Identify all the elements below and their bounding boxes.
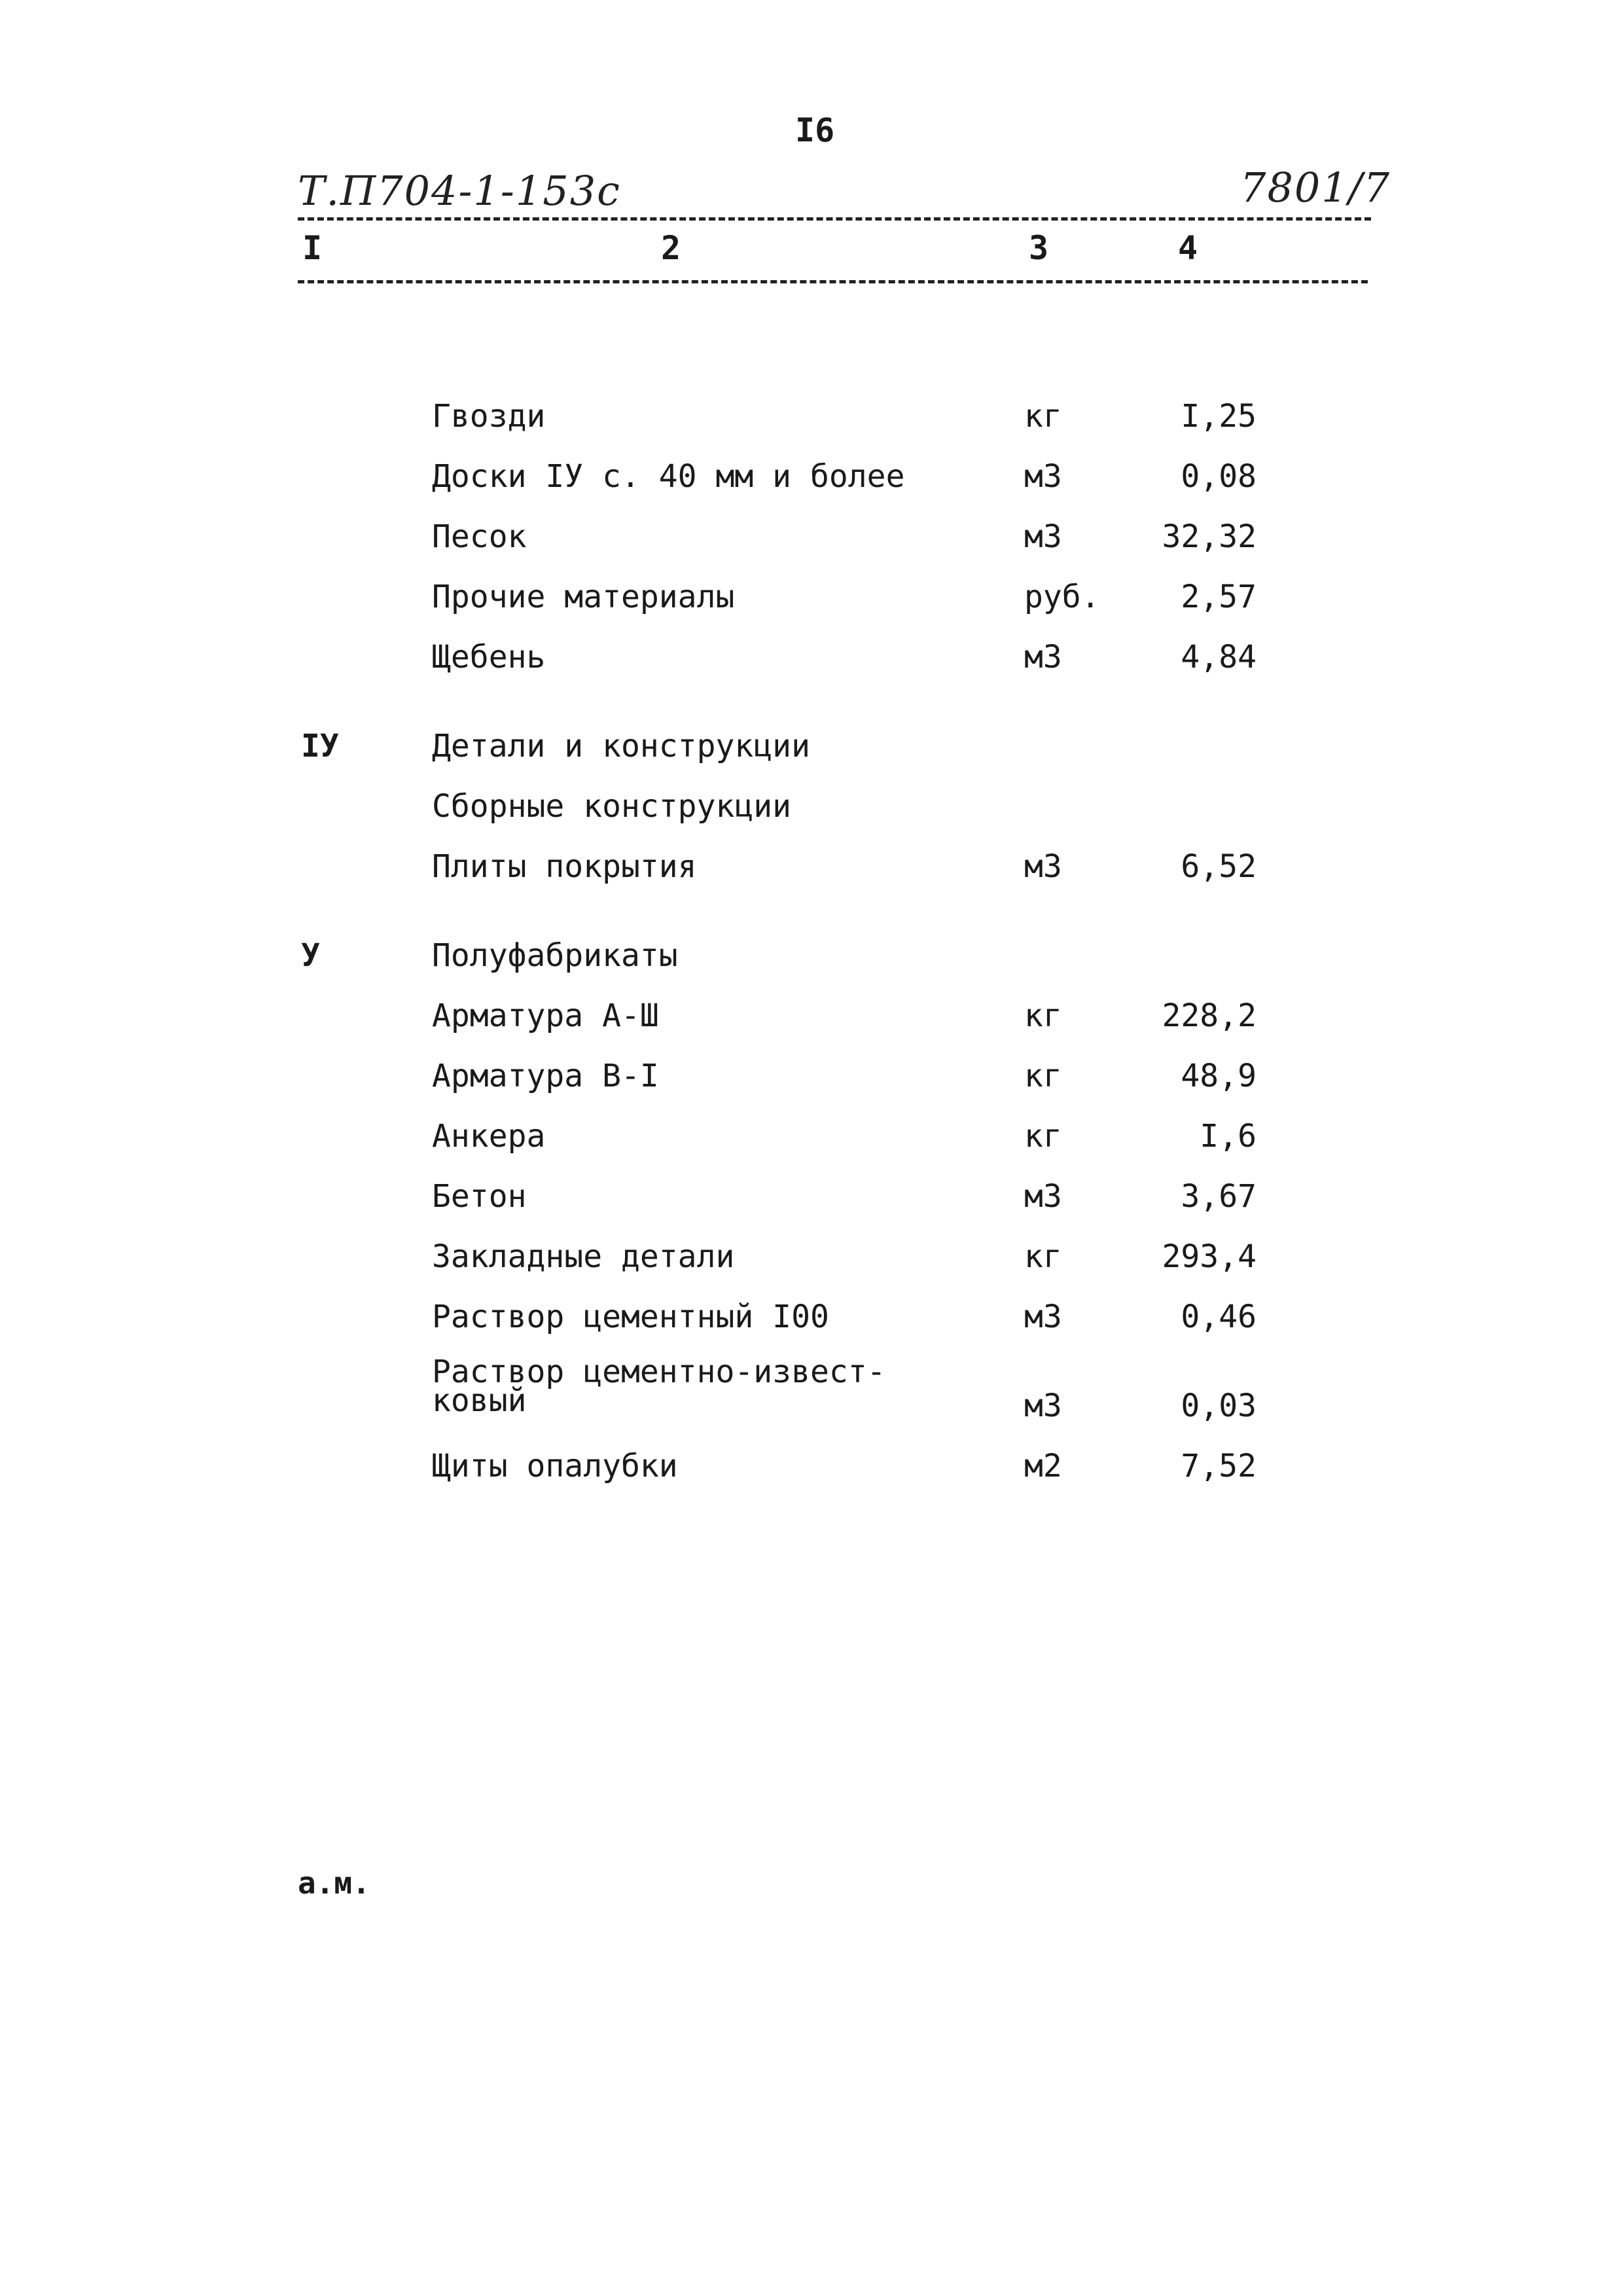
table-row [0,1178,1623,1230]
row-unit: м3 [1024,1178,1062,1215]
row-name: Щебень [432,639,546,675]
row-name: Плиты покрытия [432,848,697,885]
row-value: 228,2 [1162,997,1257,1034]
row-unit: м3 [1024,639,1062,675]
row-unit: м3 [1024,1388,1062,1424]
column-header-1: I [302,229,323,267]
row-name: Закладные детали [432,1238,735,1275]
row-value: 32,32 [1162,518,1257,555]
row-name: Раствор цементный I00 [432,1299,829,1335]
row-value: 3,67 [1181,1178,1257,1215]
table-row [0,728,1623,780]
table-row [0,997,1623,1050]
row-value: 0,46 [1181,1299,1257,1335]
table-row [0,788,1623,840]
row-name: Щиты опалубки [432,1448,678,1484]
row-value: 2,57 [1181,579,1257,615]
page-number: I6 [795,111,835,149]
row-name: Прочие материалы [432,579,735,615]
row-number: IУ [301,728,339,764]
row-value: I,6 [1200,1118,1257,1155]
table-row [0,1118,1623,1170]
table-row [0,937,1623,990]
table-row [0,518,1623,571]
row-value: 0,03 [1181,1388,1257,1424]
table-row [0,1448,1623,1500]
table-row [0,1354,1623,1443]
column-header-4: 4 [1178,229,1198,267]
row-unit: кг [1024,1058,1062,1094]
table-row [0,1238,1623,1291]
footer-initials: а.м. [298,1865,370,1901]
row-unit: кг [1024,398,1062,435]
header-dashed-line [298,217,1371,221]
header-bottom-dashed-line [298,280,1368,283]
row-name: Сборные конструкции [432,788,792,825]
row-name: Детали и конструкции [432,728,810,764]
table-row [0,848,1623,901]
row-name: Гвозди [432,398,546,435]
table-row [0,458,1623,511]
row-name: Раствор цементно-извест- ковый [432,1354,886,1419]
document-code-left: Т.П704-1-153с [298,167,621,215]
row-value: 7,52 [1181,1448,1257,1484]
table-row [0,398,1623,450]
row-name: Полуфабрикаты [432,937,678,974]
row-value: 6,52 [1181,848,1257,885]
row-name: Бетон [432,1178,527,1215]
row-name: Песок [432,518,527,555]
row-number: У [301,937,320,974]
row-name: Доски IУ с. 40 мм и более [432,458,905,495]
table-row [0,1299,1623,1351]
row-unit: м3 [1024,518,1062,555]
row-value: I,25 [1181,398,1257,435]
row-name: Анкера [432,1118,546,1155]
row-value: 293,4 [1162,1238,1257,1275]
row-value: 4,84 [1181,639,1257,675]
table-row [0,579,1623,631]
row-unit: м3 [1024,1299,1062,1335]
table-row [0,1058,1623,1110]
row-value: 0,08 [1181,458,1257,495]
row-value: 48,9 [1181,1058,1257,1094]
row-name: Арматура А-Ш [432,997,659,1034]
row-name: Арматура В-I [432,1058,659,1094]
row-unit: м3 [1024,848,1062,885]
row-unit: м3 [1024,458,1062,495]
document-code-right: 7801/7 [1240,164,1391,211]
column-header-2: 2 [661,229,681,267]
row-unit: кг [1024,1118,1062,1155]
row-unit: кг [1024,997,1062,1034]
column-header-3: 3 [1029,229,1049,267]
row-unit: м2 [1024,1448,1062,1484]
row-unit: руб. [1024,579,1100,615]
row-unit: кг [1024,1238,1062,1275]
table-row [0,639,1623,691]
